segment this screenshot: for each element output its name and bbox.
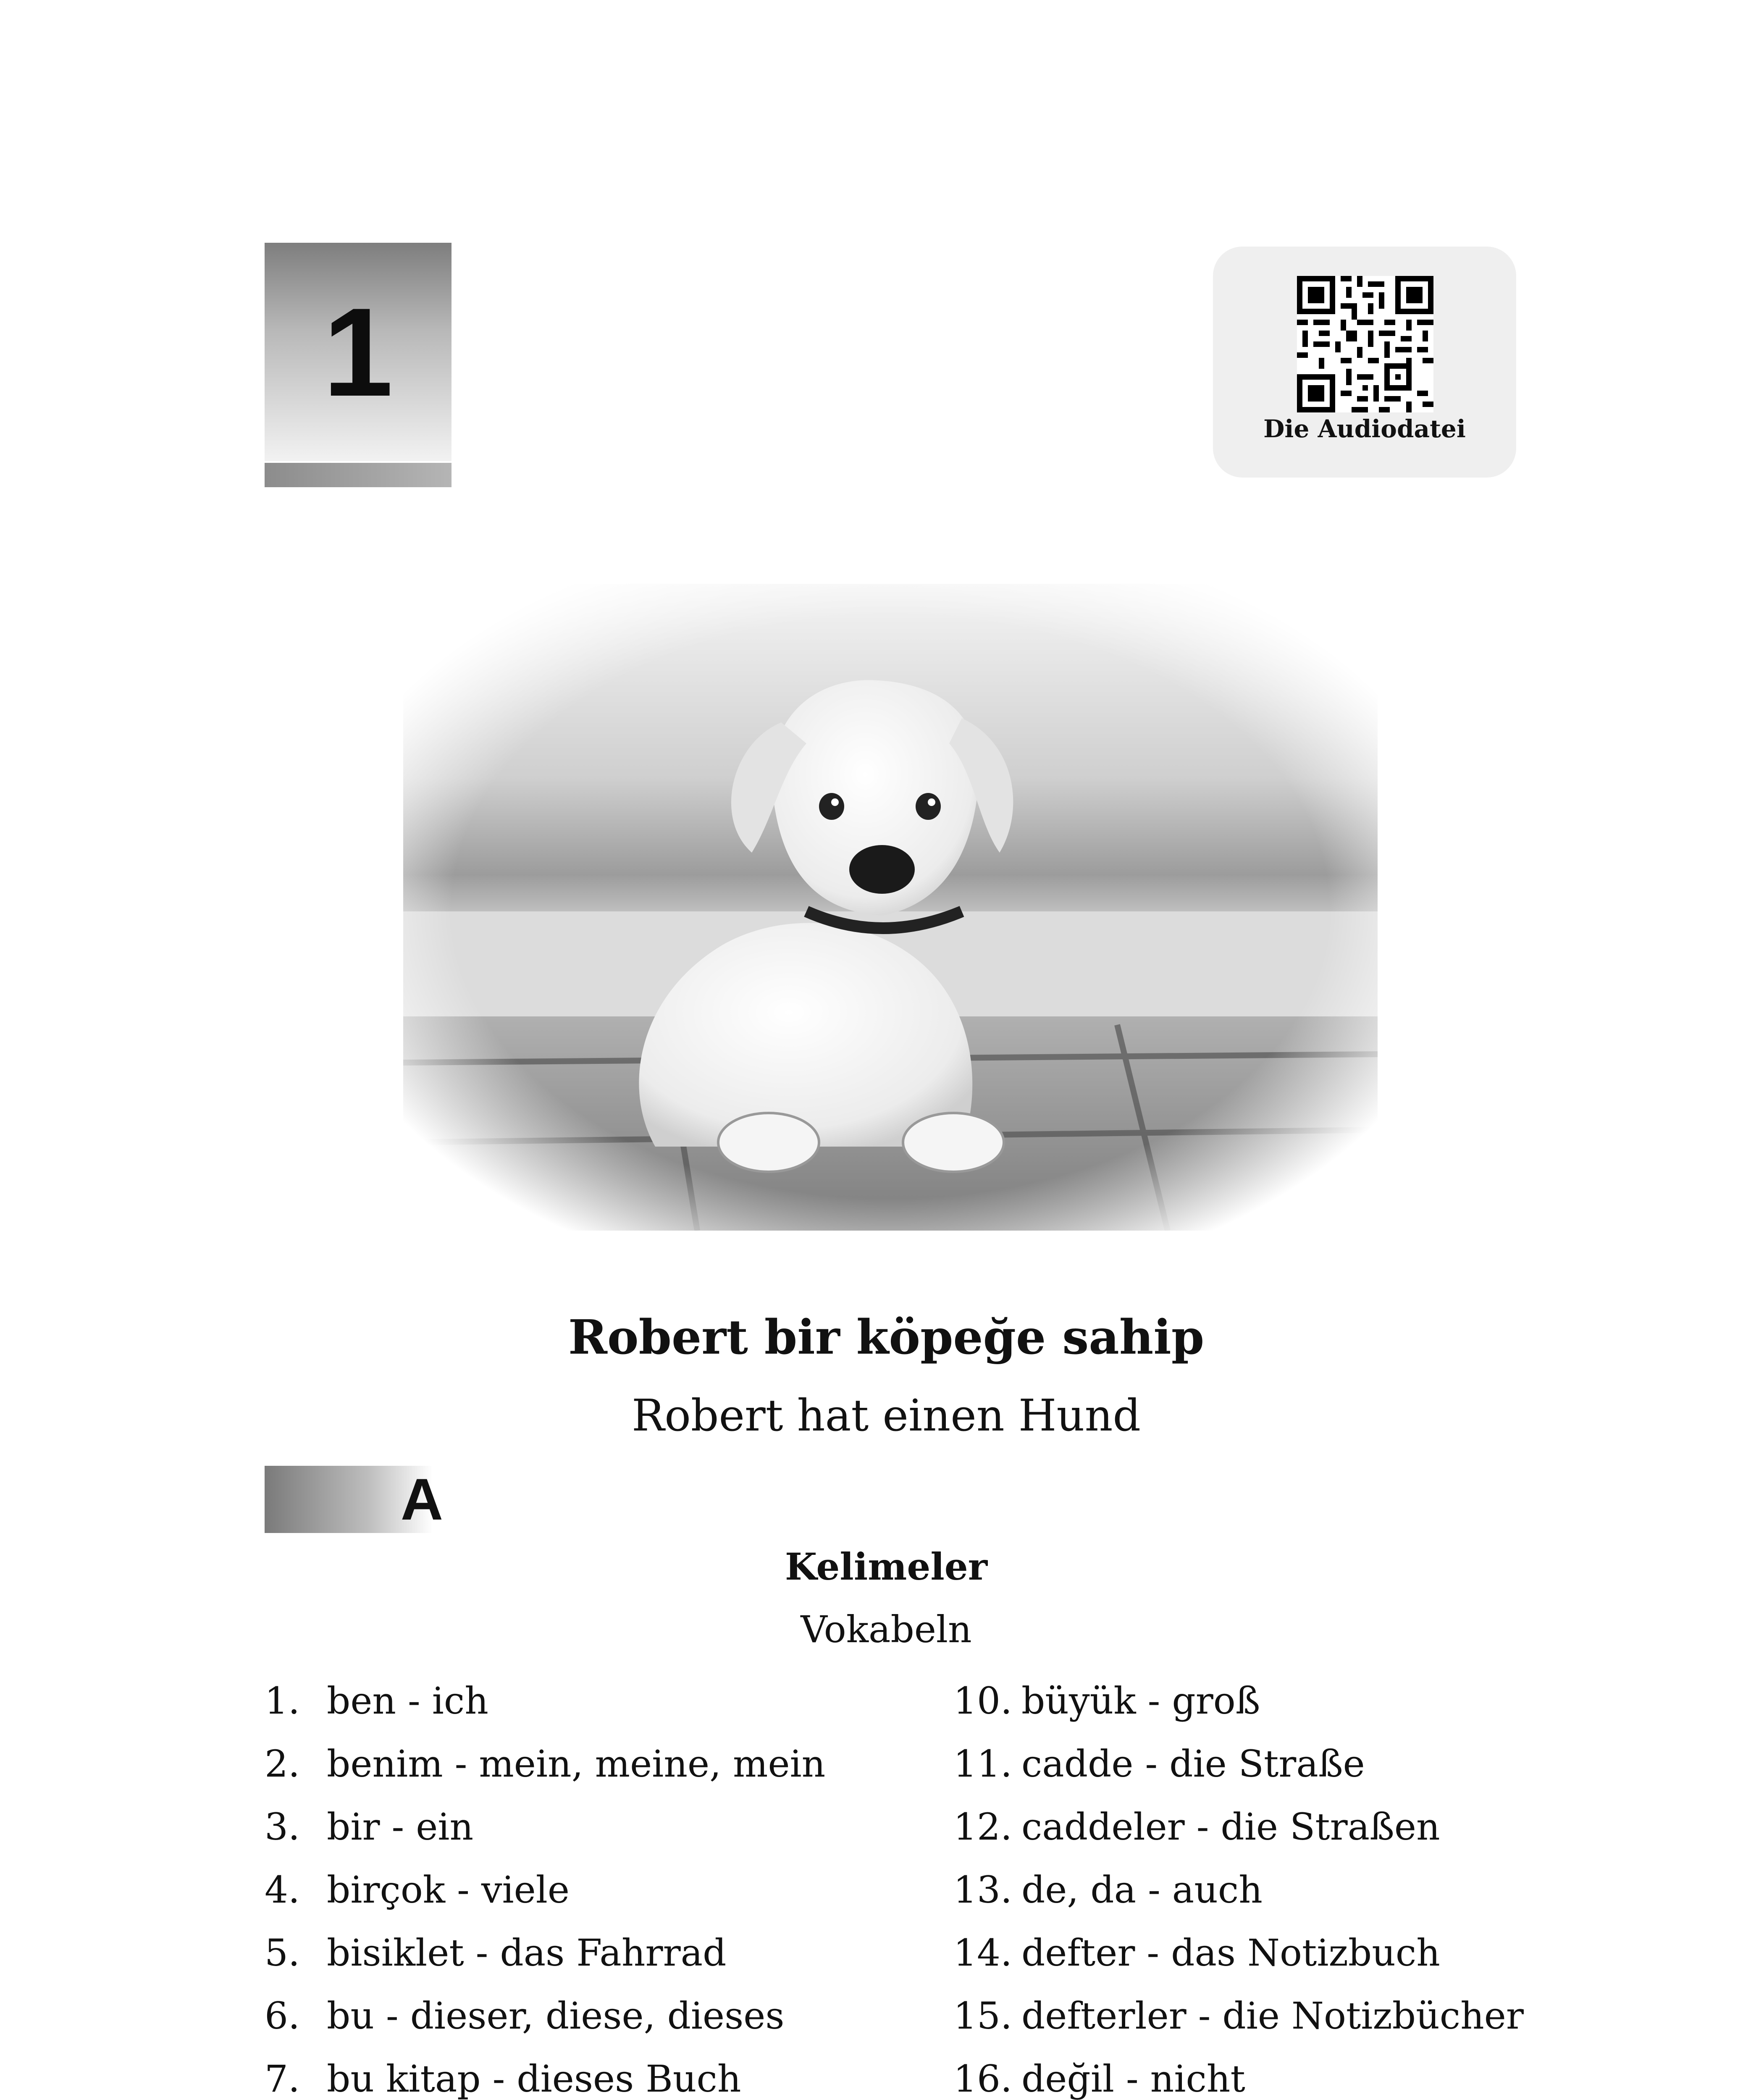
vocabulary-item: [265, 1984, 937, 2048]
vocabulary-text: de, da - auch: [1021, 1868, 1263, 1911]
vocabulary-number: 1.: [265, 1679, 300, 1722]
section-header-bar: [265, 1466, 452, 1533]
vocabulary-item: [953, 2048, 1583, 2100]
vocabulary-number: 15.: [953, 1994, 1012, 2037]
vocabulary-item: [953, 1796, 1583, 1858]
vocabulary-text: benim - mein, meine, mein: [327, 1742, 826, 1785]
vocabulary-item: [265, 2048, 937, 2100]
vocabulary-text: bir - ein: [327, 1805, 474, 1848]
story-title: Robert bir köpeğe sahip: [568, 1310, 1205, 1365]
vocabulary-number: 12.: [953, 1805, 1012, 1848]
audio-file-label: Die Audiodatei: [1263, 415, 1466, 443]
vocabulary-item: [265, 1670, 937, 1732]
vocabulary-item: [953, 1984, 1583, 2048]
vocabulary-text: büyük - groß: [1021, 1679, 1260, 1722]
qr-code-icon[interactable]: [1297, 276, 1433, 412]
vocabulary-number: 7.: [265, 2057, 300, 2100]
vocabulary-number: 13.: [953, 1868, 1012, 1911]
vocabulary-item: [953, 1670, 1583, 1732]
vocabulary-item: [265, 1796, 937, 1858]
vocabulary-number: 3.: [265, 1805, 300, 1848]
vocabulary-text: bu - dieser, diese, dieses: [327, 1994, 785, 2037]
vocabulary-item: [953, 1922, 1583, 1984]
puppy-photo: [403, 584, 1378, 1231]
vocabulary-text: bu kitap - dieses Buch: [327, 2057, 741, 2100]
vocabulary-list-right: [953, 1670, 1583, 2100]
vocabulary-number: 10.: [953, 1679, 1012, 1722]
vocabulary-item: [953, 1858, 1583, 1922]
vocabulary-number: 16.: [953, 2057, 1012, 2100]
vocabulary-text: ben - ich: [327, 1679, 488, 1722]
chapter-number: 1: [323, 281, 393, 423]
vocabulary-item: [265, 1732, 937, 1796]
vocabulary-item: [265, 1922, 937, 1984]
vocabulary-item: [265, 1858, 937, 1922]
vocabulary-text: birçok - viele: [327, 1868, 570, 1911]
vocabulary-number: 11.: [953, 1742, 1012, 1785]
audio-file-card[interactable]: [1213, 247, 1516, 478]
vocabulary-number: 14.: [953, 1931, 1012, 1974]
vocabulary-item: [953, 1732, 1583, 1796]
chapter-number-box: [265, 243, 452, 461]
chapter-underline-bar: [265, 463, 452, 487]
vocabulary-subtitle: Vokabeln: [801, 1608, 972, 1651]
vocabulary-number: 6.: [265, 1994, 300, 2037]
section-letter: A: [400, 1466, 443, 1532]
vocabulary-text: defter - das Notizbuch: [1021, 1931, 1440, 1974]
vocabulary-text: değil - nicht: [1021, 2057, 1245, 2100]
vocabulary-number: 5.: [265, 1931, 300, 1974]
vocabulary-number: 4.: [265, 1868, 300, 1911]
vocabulary-title: Kelimeler: [785, 1545, 988, 1588]
vocabulary-text: cadde - die Straße: [1021, 1742, 1365, 1785]
vocabulary-text: bisiklet - das Fahrrad: [327, 1931, 727, 1974]
vocabulary-list-left: [265, 1670, 937, 2100]
vocabulary-text: caddeler - die Straßen: [1021, 1805, 1440, 1848]
vocabulary-number: 2.: [265, 1742, 300, 1785]
vocabulary-text: defterler - die Notizbücher: [1021, 1994, 1524, 2037]
story-subtitle: Robert hat einen Hund: [631, 1390, 1141, 1441]
